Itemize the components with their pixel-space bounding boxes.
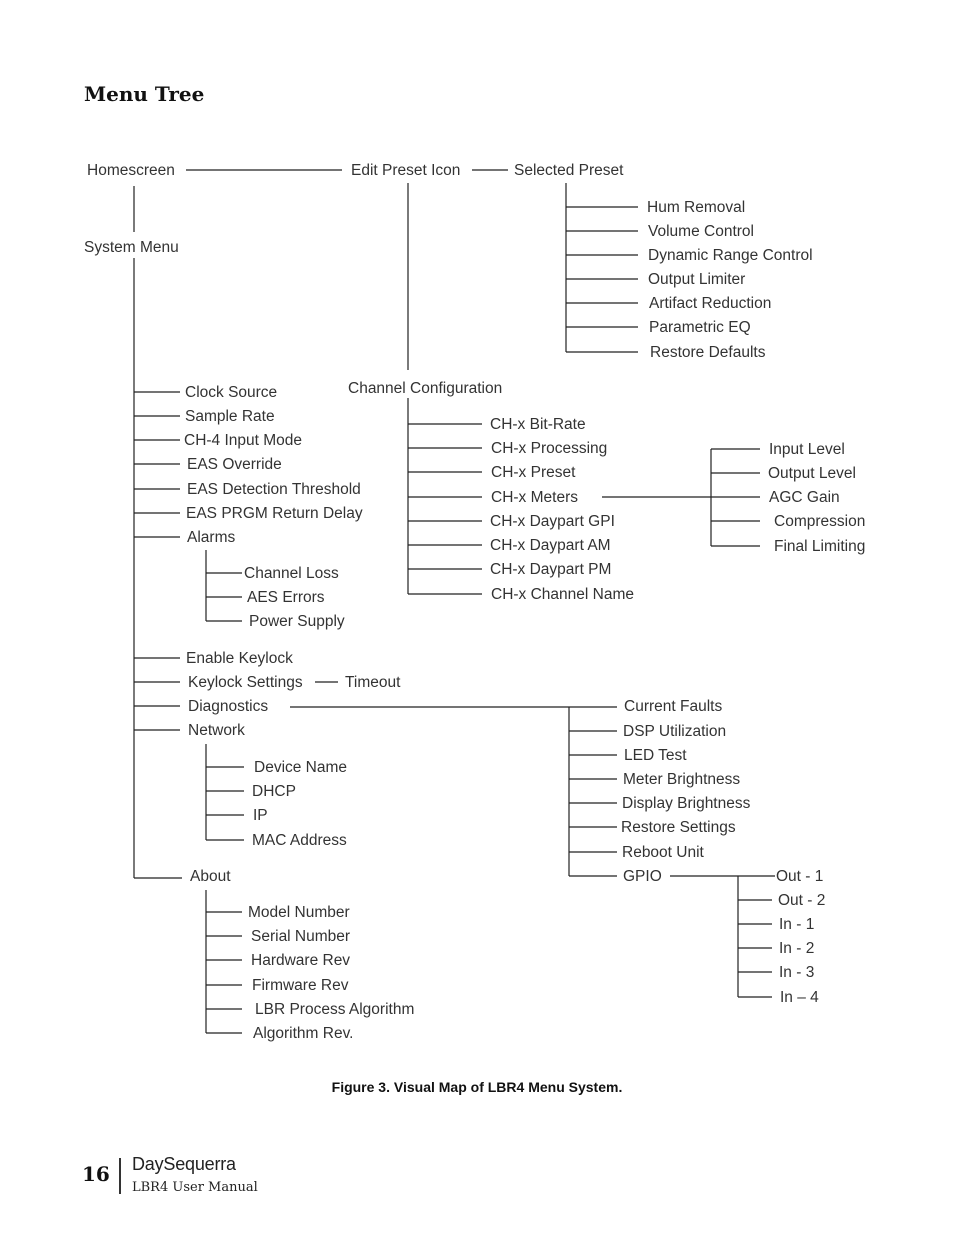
node-timeout: Timeout bbox=[345, 674, 401, 691]
node-compression: Compression bbox=[774, 513, 866, 530]
node-chx-daypart-pm: CH-x Daypart PM bbox=[490, 561, 612, 578]
node-restore-defaults: Restore Defaults bbox=[650, 344, 766, 361]
footer-divider bbox=[119, 1158, 121, 1194]
node-dhcp: DHCP bbox=[252, 783, 296, 800]
node-hum-removal: Hum Removal bbox=[647, 199, 746, 216]
node-firmware-rev: Firmware Rev bbox=[252, 977, 349, 994]
node-eas-detection-threshold: EAS Detection Threshold bbox=[187, 481, 361, 498]
channel-items bbox=[408, 416, 634, 603]
node-eas-prgm-return-delay: EAS PRGM Return Delay bbox=[186, 505, 363, 522]
diagnostic-items bbox=[569, 698, 751, 885]
node-clock-source: Clock Source bbox=[185, 384, 278, 401]
node-ch4-input-mode: CH-4 Input Mode bbox=[184, 432, 303, 449]
node-power-supply: Power Supply bbox=[249, 613, 345, 630]
node-in-4: In – 4 bbox=[780, 989, 819, 1006]
node-restore-settings: Restore Settings bbox=[621, 819, 736, 836]
node-artifact-reduction: Artifact Reduction bbox=[649, 295, 772, 312]
node-edit-preset-icon: Edit Preset Icon bbox=[351, 162, 461, 179]
node-display-brightness: Display Brightness bbox=[622, 795, 751, 812]
meter-items bbox=[711, 441, 865, 555]
alarm-items bbox=[206, 565, 345, 630]
node-diagnostics: Diagnostics bbox=[188, 698, 269, 715]
brand-logo-text: DaySequerra bbox=[132, 1154, 236, 1174]
node-aes-errors: AES Errors bbox=[247, 589, 325, 606]
node-selected-preset: Selected Preset bbox=[514, 162, 624, 179]
node-serial-number: Serial Number bbox=[251, 928, 351, 945]
about-items bbox=[206, 904, 414, 1042]
node-out-1: Out - 1 bbox=[776, 868, 824, 885]
node-mac-address: MAC Address bbox=[252, 832, 347, 849]
node-chx-preset: CH-x Preset bbox=[491, 464, 576, 481]
node-in-3: In - 3 bbox=[779, 964, 815, 981]
node-reboot-unit: Reboot Unit bbox=[622, 844, 704, 861]
node-ip: IP bbox=[253, 807, 268, 824]
node-channel-configuration: Channel Configuration bbox=[348, 380, 503, 397]
node-lbr-process-algorithm: LBR Process Algorithm bbox=[255, 1001, 415, 1018]
node-sample-rate: Sample Rate bbox=[185, 408, 275, 425]
node-device-name: Device Name bbox=[254, 759, 348, 776]
node-in-1: In - 1 bbox=[779, 916, 815, 933]
node-eas-override: EAS Override bbox=[187, 456, 282, 473]
node-dsp-utilization: DSP Utilization bbox=[623, 723, 727, 740]
node-chx-meters: CH-x Meters bbox=[491, 489, 578, 506]
node-final-limiting: Final Limiting bbox=[774, 538, 866, 555]
node-parametric-eq: Parametric EQ bbox=[649, 319, 751, 336]
node-agc-gain: AGC Gain bbox=[769, 489, 840, 506]
node-hardware-rev: Hardware Rev bbox=[251, 952, 351, 969]
network-items bbox=[206, 759, 347, 849]
figure-caption: Figure 3. Visual Map of LBR4 Menu System. bbox=[331, 1079, 623, 1095]
node-chx-daypart-gpi: CH-x Daypart GPI bbox=[490, 513, 615, 530]
node-chx-daypart-am: CH-x Daypart AM bbox=[490, 537, 611, 554]
node-input-level: Input Level bbox=[769, 441, 845, 458]
gpio-items bbox=[738, 868, 825, 1006]
node-gpio: GPIO bbox=[623, 868, 662, 885]
node-system-menu: System Menu bbox=[84, 239, 179, 256]
node-output-limiter: Output Limiter bbox=[648, 271, 746, 288]
page-title: Menu Tree bbox=[84, 82, 205, 106]
manual-title: LBR4 User Manual bbox=[132, 1180, 258, 1195]
node-in-2: In - 2 bbox=[779, 940, 815, 957]
preset-items bbox=[566, 199, 813, 361]
node-volume-control: Volume Control bbox=[648, 223, 754, 240]
page-number: 16 bbox=[82, 1162, 110, 1186]
node-alarms: Alarms bbox=[187, 529, 236, 546]
node-chx-channel-name: CH-x Channel Name bbox=[491, 586, 634, 603]
node-network: Network bbox=[188, 722, 245, 739]
system-items bbox=[134, 384, 363, 546]
node-homescreen: Homescreen bbox=[87, 162, 175, 179]
node-about: About bbox=[190, 868, 231, 885]
node-model-number: Model Number bbox=[248, 904, 350, 921]
node-output-level: Output Level bbox=[768, 465, 856, 482]
node-chx-processing: CH-x Processing bbox=[491, 440, 608, 457]
node-current-faults: Current Faults bbox=[624, 698, 723, 715]
node-chx-bit-rate: CH-x Bit-Rate bbox=[490, 416, 586, 433]
node-channel-loss: Channel Loss bbox=[244, 565, 339, 582]
node-enable-keylock: Enable Keylock bbox=[186, 650, 293, 667]
node-led-test: LED Test bbox=[624, 747, 687, 764]
node-algorithm-rev: Algorithm Rev. bbox=[253, 1025, 354, 1042]
node-dynamic-range-control: Dynamic Range Control bbox=[648, 247, 813, 264]
node-out-2: Out - 2 bbox=[778, 892, 826, 909]
node-keylock-settings: Keylock Settings bbox=[188, 674, 303, 691]
node-meter-brightness: Meter Brightness bbox=[623, 771, 741, 788]
